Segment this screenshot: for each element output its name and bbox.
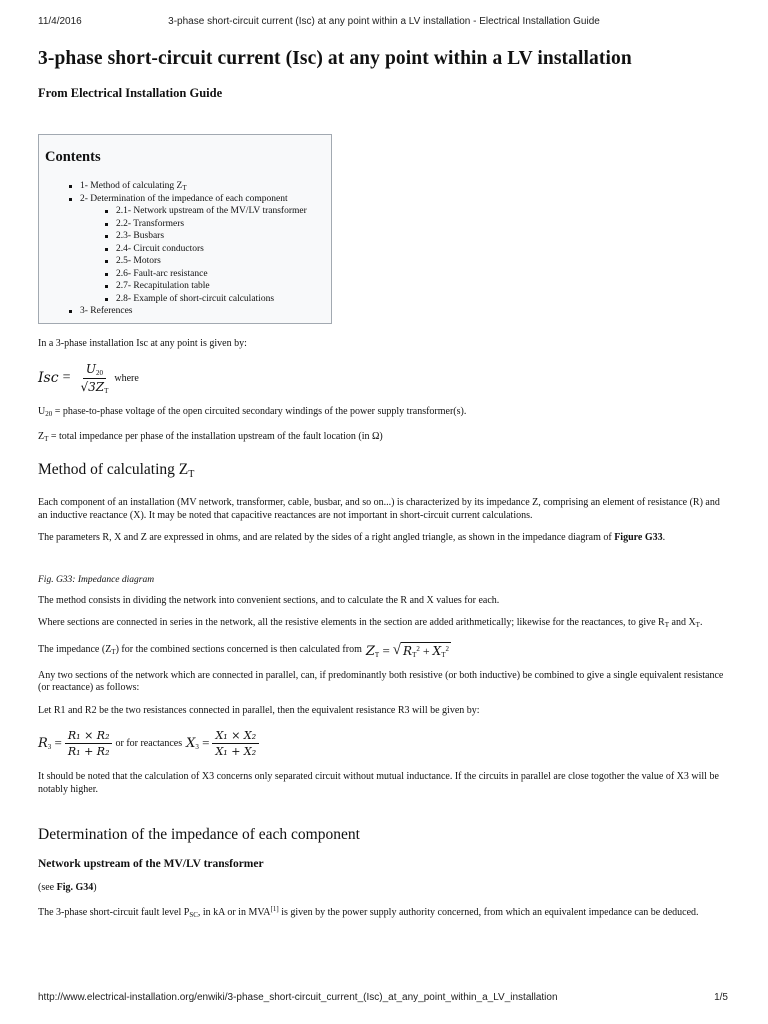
toc-item-method[interactable]: 1- Method of calculating $Z_T$ xyxy=(45,180,331,193)
components-paragraph: Each component of an installation (MV network, transformer, cable, busbar, and so on...) is characterized by its impedance Z, comprising an element of resistance (R) and an inductive reactance (X). It may be noted that capacitive reactances are not important in short-circuit current calculations. xyxy=(38,497,720,521)
toc-subitem[interactable]: 2.5- Motors xyxy=(80,255,331,268)
intro-paragraph: In a 3-phase installation Isc at any point is given by: xyxy=(38,337,247,349)
series-paragraph: Where sections are connected in series in the network, all the resistive elements in the section are added arithmetically; likewise for the reactances, to give $R_T$ and $X_T$. xyxy=(38,617,703,629)
toc-subitem[interactable]: 2.7- Recapitulation table xyxy=(80,280,331,293)
toc-subitem[interactable]: 2.4- Circuit conductors xyxy=(80,243,331,256)
figure-g33-link[interactable]: Figure G33 xyxy=(614,532,663,543)
site-subtitle: From Electrical Installation Guide xyxy=(38,86,223,100)
article xyxy=(38,40,730,919)
section-heading-method: Method of calculating $Z_T$ xyxy=(38,461,195,480)
isc-equation: Isc = $\frac{U_{20}}{√3Z_T}$ where xyxy=(38,361,139,395)
figure-caption: Fig. G33: Impedance diagram xyxy=(38,574,155,585)
toc-subitem[interactable]: 2.2- Transformers xyxy=(80,218,331,231)
print-title: 3-phase short-circuit current (Isc) at any point within a LV installation - Electrical Installation Guide xyxy=(168,16,600,27)
table-of-contents xyxy=(38,134,332,324)
r3-equation: $R_3$ = $\frac{\text{R₁ × R₂}}{\text{R₁ + R₂}}$ or for reactances $X_3$ = $\frac{\text{X₁ × X₂}}{\text{X₁ + X₂}}$ xyxy=(38,725,730,761)
toc-subitem[interactable]: 2.3- Busbars xyxy=(80,230,331,243)
parameters-paragraph: The parameters R, X and Z are expressed in ohms, and are related by the sides of a right angled triangle, as shown in the impedance diagram of Figure G33. xyxy=(38,532,666,543)
toc-subitem[interactable]: 2.6- Fault-arc resistance xyxy=(80,268,331,281)
figure-g34-link[interactable]: Fig. G34 xyxy=(56,882,94,893)
toc-title: Contents xyxy=(45,149,101,165)
reference-1-link[interactable]: [1] xyxy=(270,904,279,913)
toc-item-determination[interactable]: 2- Determination of the impedance of each component 2.1- Network upstream of the MV/LV transformer 2.2- Transformers 2.3- Busbars 2.4- Circuit conductors 2.5- Motors 2.6- Fault-arc resistance 2.7- Recapitulation table 2.8- Example of short-circuit calculations xyxy=(45,193,331,306)
toc-subitem[interactable]: 2.8- Example of short-circuit calculations xyxy=(80,293,331,306)
impedance-equation: The impedance $(Z_T)$ for the combined sections concerned is then calculated from $Z_T$ = √ $R_T^2 + X_T^2$ xyxy=(38,642,449,659)
page-title: 3-phase short-circuit current (Isc) at any point within a LV installation xyxy=(38,48,632,69)
x3-paragraph: It should be noted that the calculation of X3 concerns only separated circuit without mutual inductance. If the circuits in parallel are close togother the value of X3 will be notably higher. xyxy=(38,771,719,795)
print-url: http://www.electrical-installation.org/enwiki/3-phase_short-circuit_current_(Isc)_at_any_point_within_a_LV_installation xyxy=(38,992,558,1003)
print-header xyxy=(0,16,768,30)
print-date: 11/4/2016 xyxy=(38,16,82,27)
toc-subitem[interactable]: 2.1- Network upstream of the MV/LV transformer xyxy=(80,205,331,218)
print-page-number: 1/5 xyxy=(714,992,728,1003)
print-footer xyxy=(0,992,768,1006)
section-heading-determination: Determination of the impedance of each component xyxy=(38,826,360,843)
method-paragraph: The method consists in dividing the network into convenient sections, and to calculate the R and X values for each. xyxy=(38,594,500,606)
fault-level-paragraph: The 3-phase short-circuit fault level $P_{SC}$, in kA or in MVA[1] is given by the power supply authority concerned, from which an equivalent impedance can be deduced. xyxy=(38,904,699,919)
parallel-paragraph: Any two sections of the network which are connected in parallel, can, if predominantly both resistive (or both inductive) be combined to give a single equivalent resistance (or reactance) as follows: xyxy=(38,669,724,693)
zt-definition: $Z_T$ = total impedance per phase of the installation upstream of the fault location (in Ω) xyxy=(38,430,383,443)
subsection-heading-network: Network upstream of the MV/LV transformer xyxy=(38,858,264,870)
toc-item-references[interactable]: 3- References xyxy=(45,305,331,318)
r1r2-paragraph: Let R1 and R2 be the two resistances connected in parallel, then the equivalent resistance R3 will be given by: xyxy=(38,704,480,716)
see-figure-paragraph: (see Fig. G34) xyxy=(38,882,97,893)
u20-definition: $U_{20}$ = phase-to-phase voltage of the open circuited secondary windings of the power supply transformer(s). xyxy=(38,406,467,418)
